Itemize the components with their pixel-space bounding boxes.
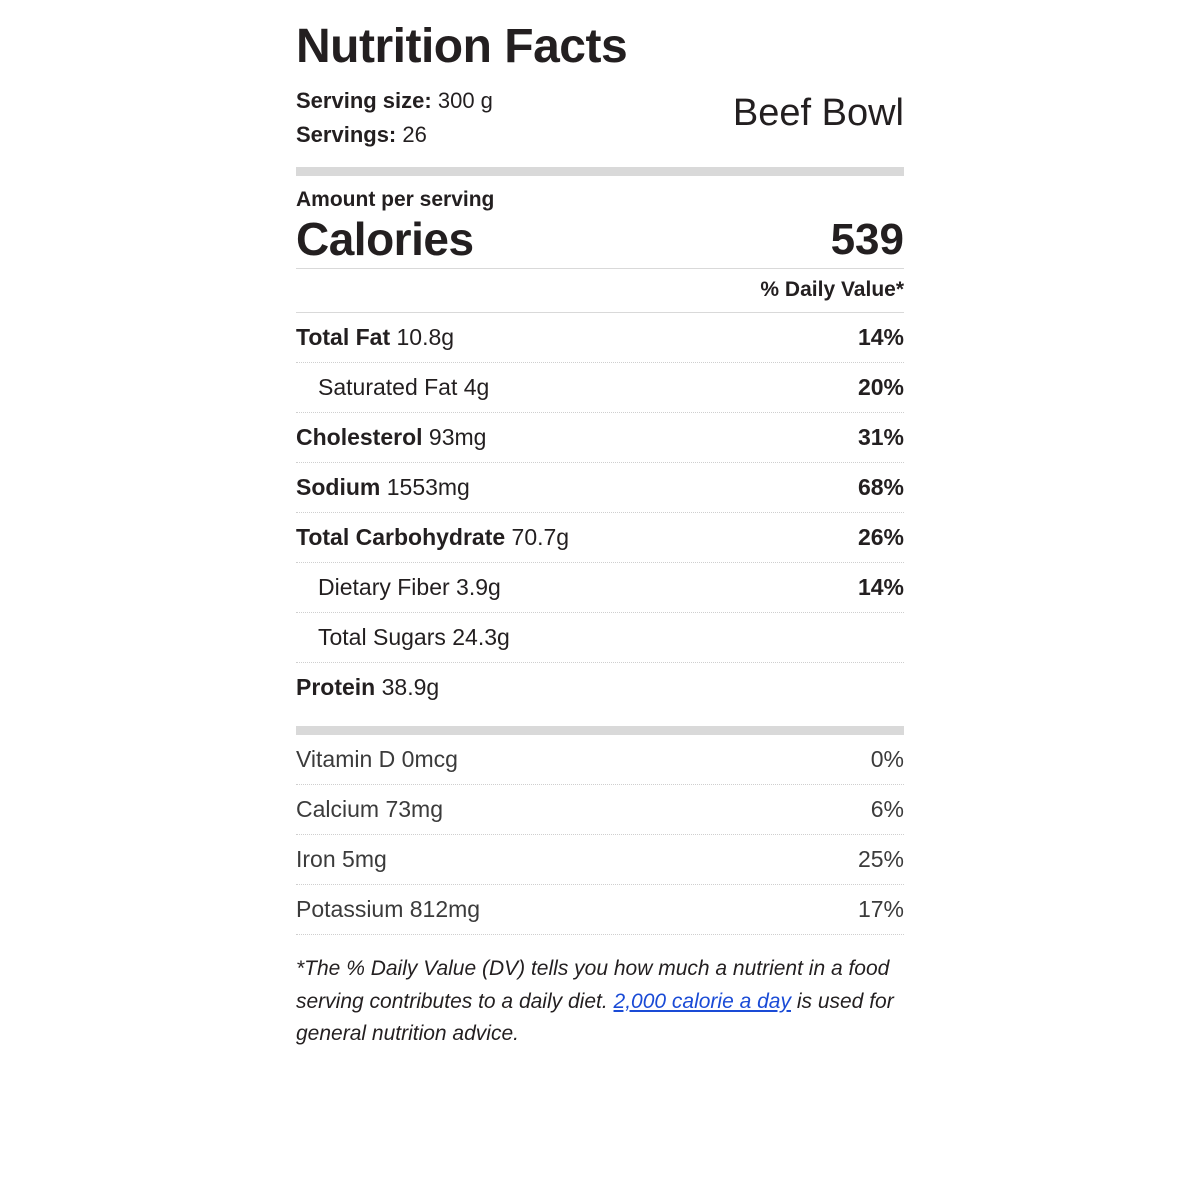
nutrient-row xyxy=(296,513,904,562)
nutrient-row xyxy=(296,563,904,612)
footnote-text-end: is used for general nutrition advice. xyxy=(296,989,894,1046)
page-title: Nutrition Facts xyxy=(296,20,628,73)
nutrient-row xyxy=(296,413,904,462)
footnote-text-start: *The % Daily Value (DV) tells you how much a nutrient in a food serving contributes to a daily diet. xyxy=(296,957,890,1013)
vitamin-name: Calcium 73mg xyxy=(296,796,443,823)
nutrient-row xyxy=(296,463,904,512)
product-name: Beef Bowl xyxy=(732,92,904,135)
vitamin-row xyxy=(296,835,904,884)
vitamin-name: Iron 5mg xyxy=(296,846,387,873)
nutrition-facts-label xyxy=(296,0,904,1051)
divider-thick-bottom xyxy=(296,726,904,735)
vitamin-daily-value: 25% xyxy=(857,846,904,873)
amount-per-serving-label: Amount per serving xyxy=(296,187,495,211)
nutrient-name: Total Carbohydrate 70.7g xyxy=(296,524,570,551)
vitamin-daily-value: 17% xyxy=(857,896,904,923)
nutrient-name: Total Fat 10.8g xyxy=(296,324,455,351)
calories-label: Calories xyxy=(296,212,474,265)
servings-label: Servings: xyxy=(296,122,397,148)
vitamin-daily-value: 0% xyxy=(870,746,904,773)
vitamin-daily-value: 6% xyxy=(870,796,904,823)
nutrient-daily-value: 26% xyxy=(857,524,904,551)
calorie-a-day-link[interactable]: 2,000 calorie a day xyxy=(613,989,791,1013)
serving-size-label: Serving size: xyxy=(296,88,432,114)
servings-value: 26 xyxy=(402,122,427,148)
nutrient-daily-value: 14% xyxy=(857,574,904,601)
nutrient-daily-value: 20% xyxy=(857,374,904,401)
serving-block xyxy=(296,84,904,152)
nutrient-row xyxy=(296,363,904,412)
vitamin-name: Vitamin D 0mcg xyxy=(296,746,458,773)
daily-value-header: % Daily Value* xyxy=(760,278,904,302)
divider-dotted xyxy=(296,934,904,935)
calories-row xyxy=(296,214,904,269)
vitamin-name: Potassium 812mg xyxy=(296,896,481,923)
nutrient-daily-value: 31% xyxy=(857,424,904,451)
nutrient-name: Cholesterol 93mg xyxy=(296,424,487,451)
nutrient-daily-value: 14% xyxy=(857,324,904,351)
vitamin-row xyxy=(296,885,904,934)
calories-value: 539 xyxy=(830,214,904,264)
nutrient-rows xyxy=(296,313,904,712)
nutrient-name: Sodium 1553mg xyxy=(296,474,470,501)
nutrient-name: Saturated Fat 4g xyxy=(318,374,490,401)
nutrient-name: Dietary Fiber 3.9g xyxy=(318,574,501,601)
nutrient-row xyxy=(296,663,904,712)
divider-thick-top xyxy=(296,167,904,176)
footnote xyxy=(296,953,904,1051)
nutrient-row xyxy=(296,313,904,362)
nutrient-row xyxy=(296,613,904,662)
vitamin-rows xyxy=(296,735,904,935)
nutrient-name: Protein 38.9g xyxy=(296,674,440,701)
nutrient-daily-value: 68% xyxy=(857,474,904,501)
nutrient-name: Total Sugars 24.3g xyxy=(318,624,510,651)
vitamin-row xyxy=(296,735,904,784)
serving-size-value: 300 g xyxy=(437,88,493,114)
vitamin-row xyxy=(296,785,904,834)
